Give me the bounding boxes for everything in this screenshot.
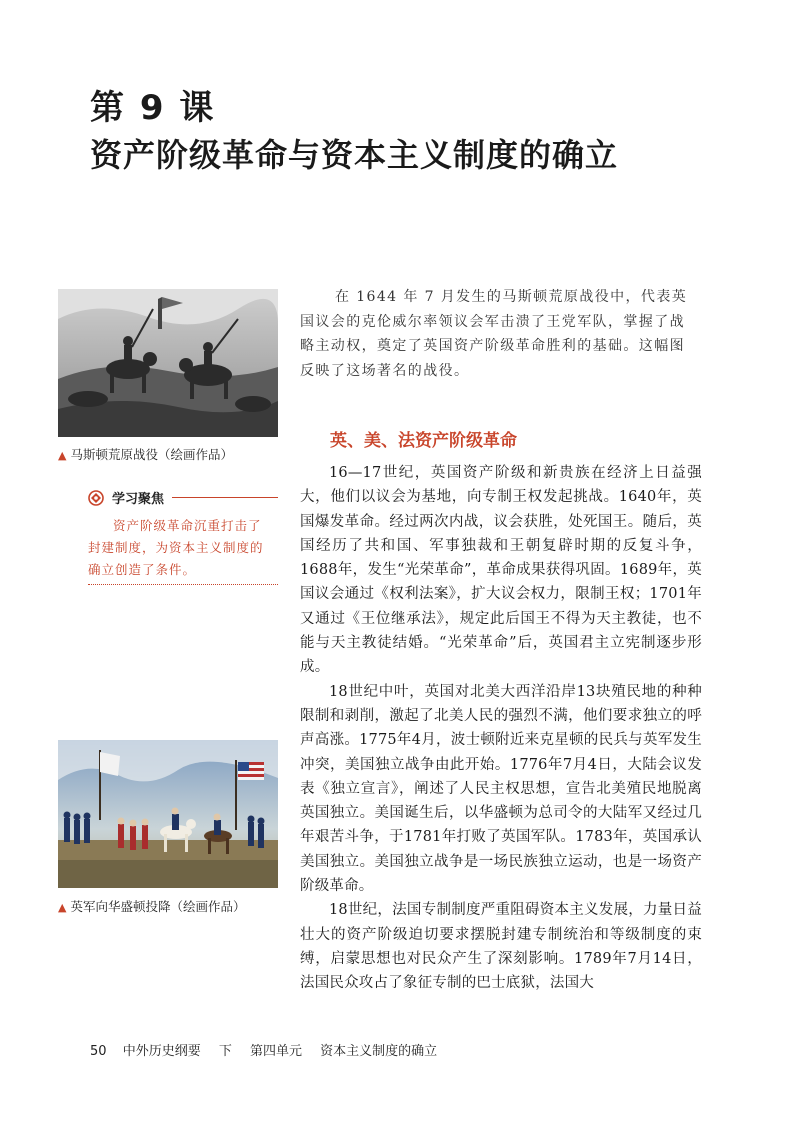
surrender-painting-image [58,740,278,888]
volume: 下 [218,1044,232,1059]
focus-text: 资产阶级革命沉重打击了封建制度，为资本主义制度的确立创造了条件。 [88,518,264,577]
figure-caption: ▲ 英军向华盛顿投降（绘画作品） [58,899,246,914]
page-footer [90,1040,437,1059]
section-heading: 英、美、法资产阶级革命 [330,431,517,451]
dotted-divider [88,584,278,585]
paragraph: 18世纪，法国专制制度严重阻碍资本主义发展，力量日益壮大的资产阶级迫切要求摆脱封建专制统治和等级制度的束缚，启蒙思想也对民众产生了深刻影响。1789年7月14日，法国民众攻占了象征专制的巴士底狱，法国大 [300,902,702,992]
unit-title: 资本主义制度的确立 [320,1044,438,1059]
focus-divider [172,497,278,498]
paragraph: 18世纪中叶，英国对北美大西洋沿岸13块殖民地的种种限制和剥削，激起了北美人民的强烈不满，他们要求独立的呼声高涨。1775年4月，波士顿附近来克星顿的民兵与英军发生冲突，美国独立战争由此开始。1776年7月4日，大陆会议发表《独立宣言》，阐述了人民主权思想，宣告北美殖民地脱离英国独立。美国诞生后，以华盛顿为总司令的大陆军又经过几年艰苦斗争，于1781年打败了英国军队。1783年，英国承认美国独立。美国独立战争是一场民族独立运动，也是一场资产阶级革命。 [300,683,702,895]
book-title: 中外历史纲要 [122,1044,201,1059]
figure-caption: ▲ 马斯顿荒原战役（绘画作品） [58,447,233,462]
lesson-number: 第 9 课 [90,88,216,128]
intro-text: 在 1644 年 7 月发生的马斯顿荒原战役中，代表英国议会的克伦威尔率领议会军击溃了王党军队，掌握了战略主动权，奠定了英国资产阶级革命胜利的基础。这幅图反映了这场著名的战役。 [300,289,688,379]
lesson-title: 资产阶级革命与资本主义制度的确立 [90,136,619,174]
triangle-icon: ▲ [58,901,67,914]
focus-icon [88,490,104,506]
study-focus-box [88,488,278,581]
page-number: 50 [90,1044,107,1059]
unit: 第四单元 [250,1044,303,1059]
battle-painting-image [58,289,278,437]
focus-label: 学习聚焦 [112,492,165,507]
paragraph: 16—17世纪，英国资产阶级和新贵族在经济上日益强大，他们以议会为基地，向专制王权发起挑战。1640年，英国爆发革命。经过两次内战，议会获胜，处死国王。随后，英国经历了共和国、军事独裁和王朝复辟时期的反复斗争，1688年，发生“光荣革命”，革命成果获得巩固。1689年，英国议会通过《权利法案》，扩大议会权力，限制王权；1701年又通过《王位继承法》，规定此后国王不得为天主教徒，也不能与天主教徒结婚。“光荣革命”后，英国君主立宪制逐步形成。 [300,465,702,676]
section-body [300,461,702,996]
triangle-icon: ▲ [58,449,67,462]
